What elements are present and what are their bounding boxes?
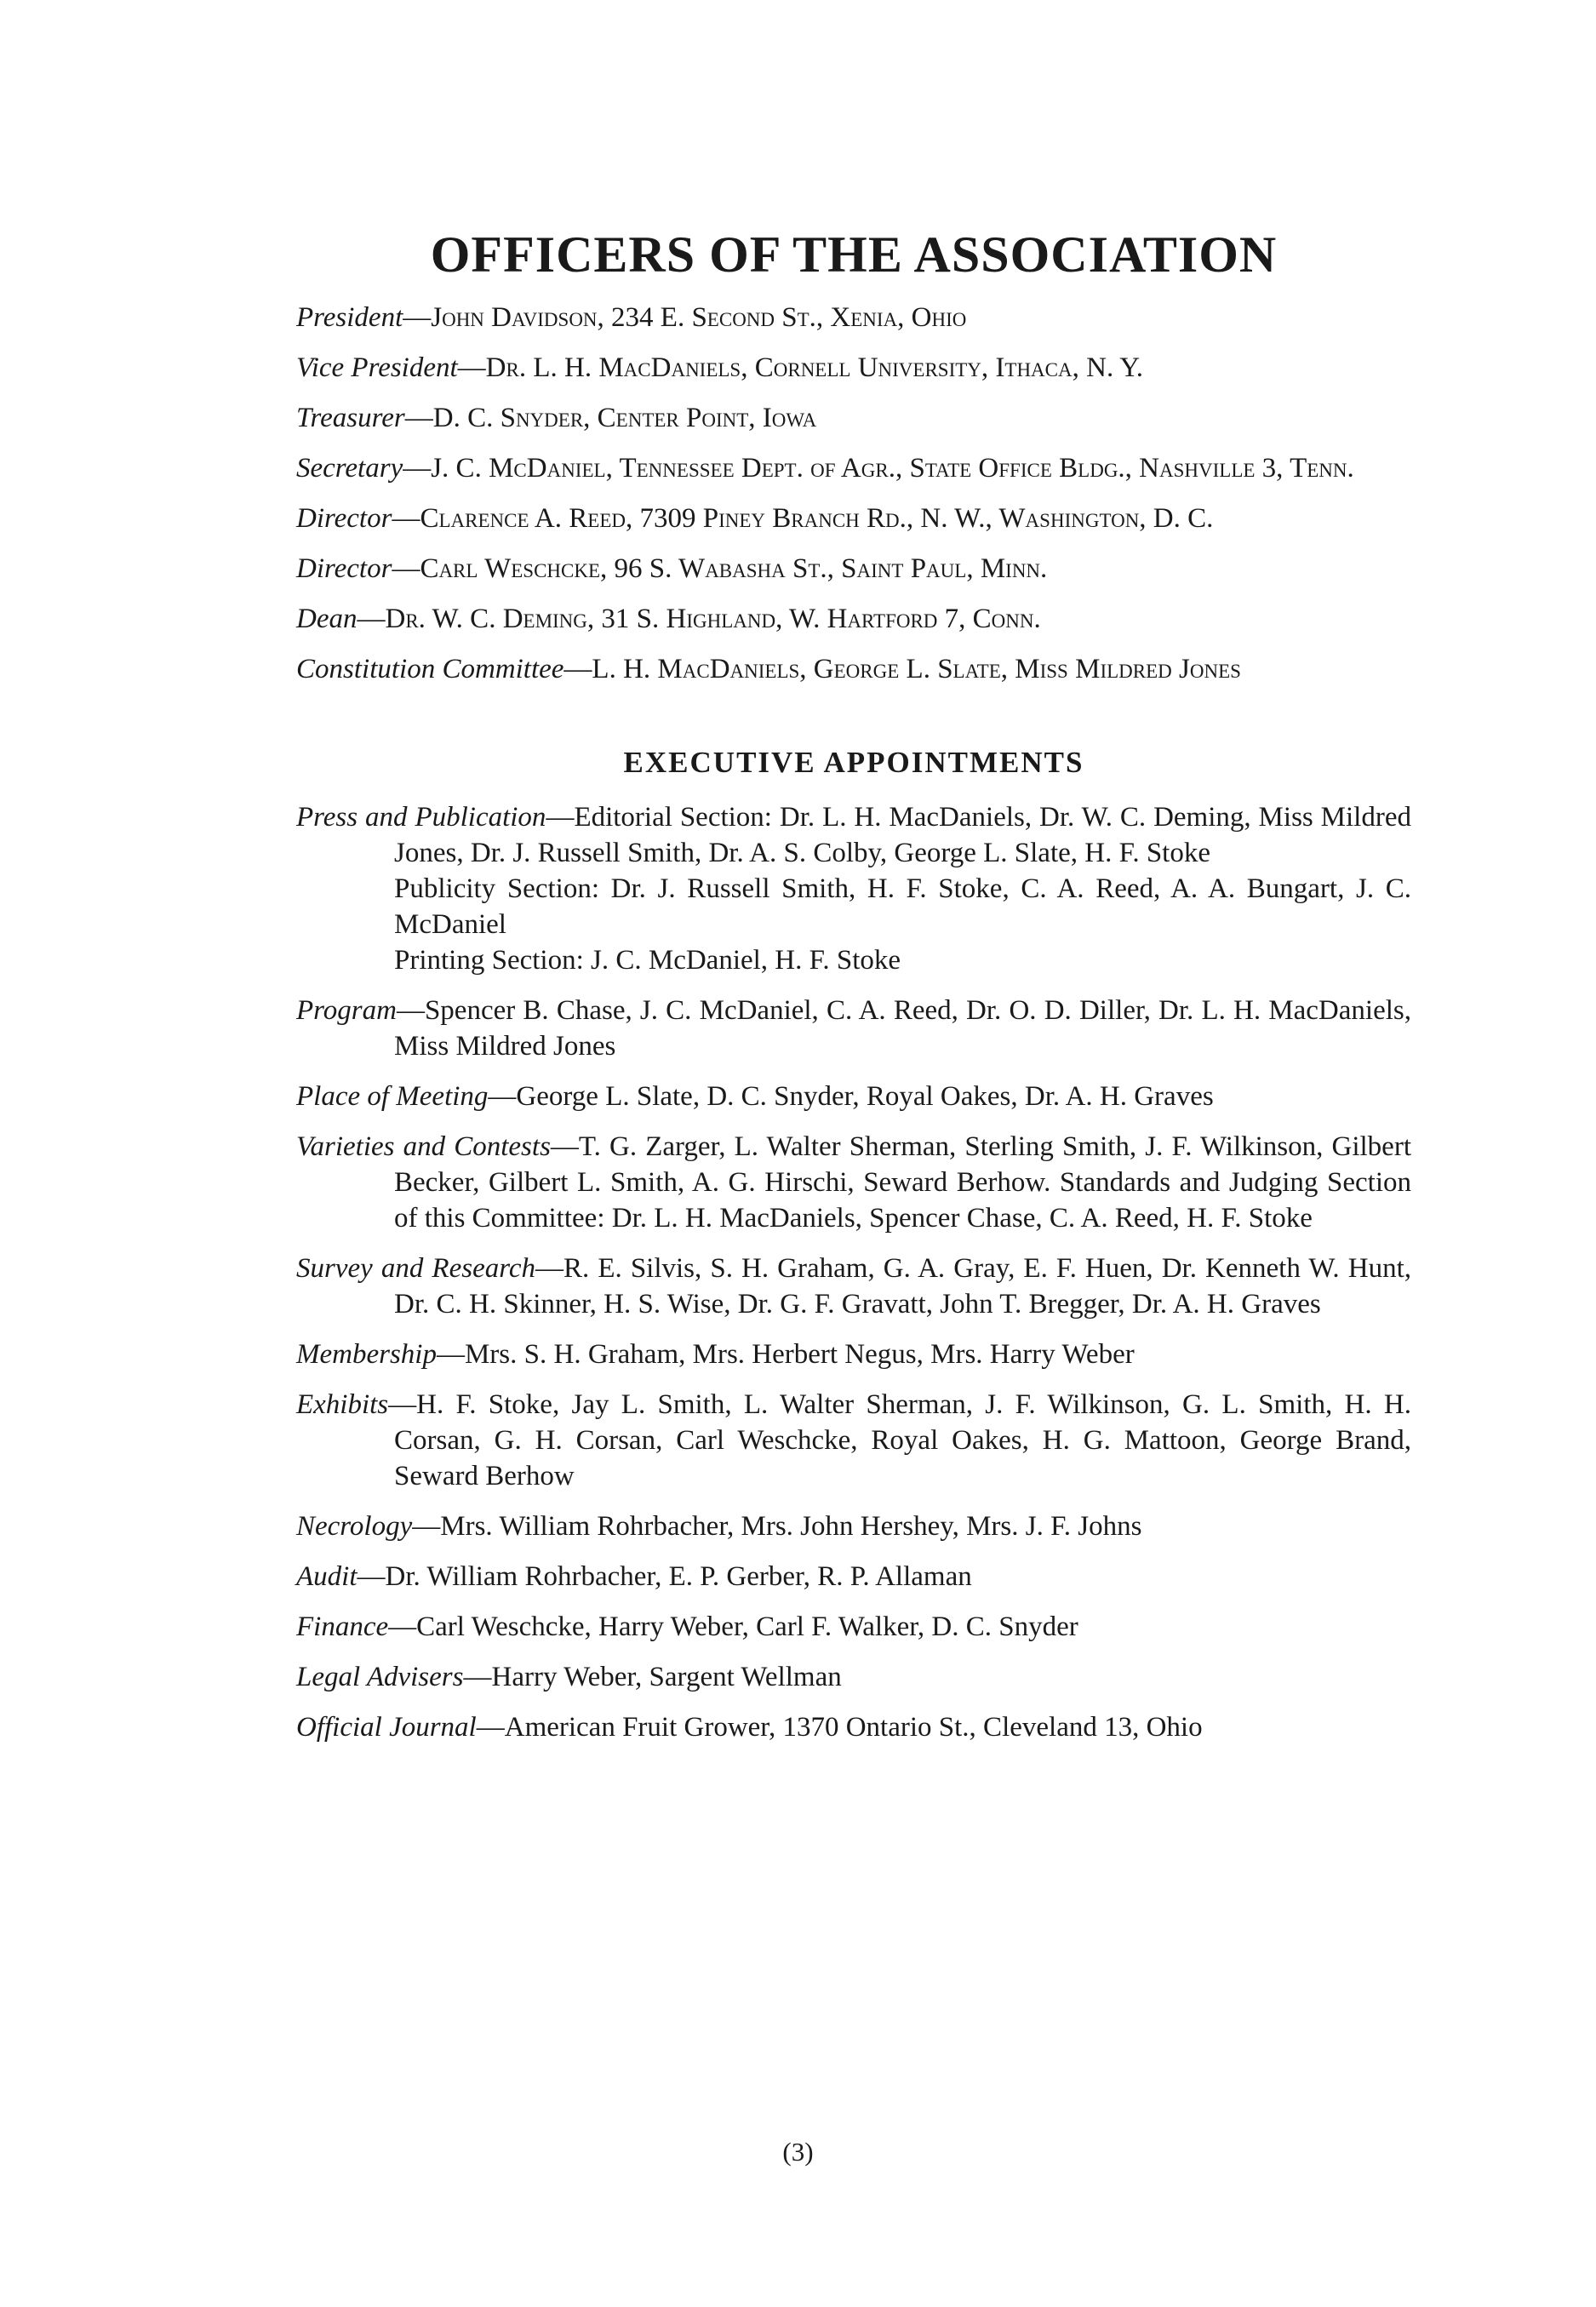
officers-list	[296, 300, 1411, 687]
appointment-members: —Spencer B. Chase, J. C. McDaniel, C. A. Reed, Dr. O. D. Diller, Dr. L. H. MacDaniels, Miss Mildred Jones	[394, 995, 1411, 1062]
appointment-members: —Carl Weschcke, Harry Weber, Carl F. Walker, D. C. Snyder	[388, 1611, 1078, 1642]
officer-details: —Carl Weschcke, 96 S. Wabasha St., Saint Paul, Minn.	[392, 553, 1048, 584]
appointment-role: Necrology	[296, 1511, 413, 1542]
officer-entry	[296, 300, 1411, 335]
document-page	[296, 226, 1411, 1760]
officer-entry	[296, 601, 1411, 637]
officer-details: —John Davidson, 234 E. Second St., Xenia, Ohio	[403, 302, 967, 333]
appointment-role: Legal Advisers	[296, 1662, 464, 1692]
officer-entry	[296, 501, 1411, 536]
officer-entry	[296, 450, 1411, 486]
officer-details: —L. H. MacDaniels, George L. Slate, Miss Mildred Jones	[563, 654, 1241, 684]
appointment-entry	[296, 993, 1411, 1064]
appointment-entry	[296, 1079, 1411, 1114]
officer-role: Secretary	[296, 453, 403, 484]
appointment-role: Exhibits	[296, 1389, 389, 1420]
officer-role: Dean	[296, 604, 358, 634]
appointment-members: —Mrs. S. H. Graham, Mrs. Herbert Negus, Mrs. Harry Weber	[436, 1339, 1135, 1370]
officer-role: Director	[296, 553, 392, 584]
appointment-role: Varieties and Contests	[296, 1131, 551, 1162]
officer-entry	[296, 350, 1411, 386]
appointment-members: —R. E. Silvis, S. H. Graham, G. A. Gray, E. F. Huen, Dr. Kenneth W. Hunt, Dr. C. H. Skinner, H. S. Wise, Dr. G. F. Gravatt, John T. Bregger, Dr. A. H. Graves	[394, 1253, 1412, 1320]
printing-section: Printing Section: J. C. McDaniel, H. F. Stoke	[394, 945, 901, 976]
appointment-members: —Harry Weber, Sargent Wellman	[463, 1662, 842, 1692]
officer-role: Vice President	[296, 352, 458, 383]
page-number: (3)	[782, 2137, 814, 2167]
appointment-role: Survey and Research	[296, 1253, 535, 1284]
appointment-entry	[296, 1387, 1411, 1494]
appointment-entry	[296, 1709, 1411, 1745]
appointment-members: —T. G. Zarger, L. Walter Sherman, Sterling Smith, J. F. Wilkinson, Gilbert Becker, Gilbert L. Smith, A. G. Hirschi, Seward Berhow. Standards and Judging Section of this Committee: Dr. L. H. MacDaniels, Spencer Chase, C. A. Reed, H. F. Stoke	[394, 1131, 1411, 1234]
editorial-section: —Editorial Section: Dr. L. H. MacDaniels, Dr. W. C. Deming, Miss Mildred Jones, Dr. J. Russell Smith, Dr. A. S. Colby, George L. Slate, H. F. Stoke	[394, 802, 1411, 868]
officer-details: —Dr. L. H. MacDaniels, Cornell University, Ithaca, N. Y.	[457, 352, 1144, 383]
section-heading: EXECUTIVE APPOINTMENTS	[623, 746, 1084, 779]
appointments-list	[296, 799, 1411, 1745]
appointment-entry	[296, 1609, 1411, 1645]
appointment-members: —George L. Slate, D. C. Snyder, Royal Oakes, Dr. A. H. Graves	[488, 1081, 1214, 1112]
appointment-members: —Dr. William Rohrbacher, E. P. Gerber, R. P. Allaman	[357, 1561, 972, 1592]
appointment-members: —Mrs. William Rohrbacher, Mrs. John Hershey, Mrs. J. F. Johns	[412, 1511, 1142, 1542]
appointment-entry	[296, 1129, 1411, 1236]
officer-role: President	[296, 302, 403, 333]
appointment-entry	[296, 1659, 1411, 1695]
officer-details: —J. C. McDaniel, Tennessee Dept. of Agr., State Office Bldg., Nashville 3, Tenn.	[403, 453, 1354, 484]
appointment-entry	[296, 1251, 1411, 1322]
appointment-role: Program	[296, 995, 397, 1026]
appointment-entry-press	[296, 799, 1411, 978]
officer-entry	[296, 400, 1411, 436]
officer-details: —Dr. W. C. Deming, 31 S. Highland, W. Hartford 7, Conn.	[357, 604, 1041, 634]
publicity-section: Publicity Section: Dr. J. Russell Smith, H. F. Stoke, C. A. Reed, A. A. Bungart, J. C. McDaniel	[394, 873, 1411, 940]
appointment-role: Membership	[296, 1339, 437, 1370]
appointment-role: Finance	[296, 1611, 389, 1642]
appointment-entry	[296, 1508, 1411, 1544]
officer-role: Constitution Committee	[296, 654, 564, 684]
appointment-role: Press and Publication	[296, 802, 546, 833]
officer-role: Director	[296, 503, 392, 534]
appointment-role: Official Journal	[296, 1712, 477, 1743]
appointment-members: —American Fruit Grower, 1370 Ontario St., Cleveland 13, Ohio	[476, 1712, 1203, 1743]
officer-details: —Clarence A. Reed, 7309 Piney Branch Rd., N. W., Washington, D. C.	[392, 503, 1214, 534]
appointment-entry	[296, 1559, 1411, 1594]
officer-entry	[296, 551, 1411, 587]
appointment-role: Place of Meeting	[296, 1081, 489, 1112]
officer-details: —D. C. Snyder, Center Point, Iowa	[404, 403, 817, 433]
page-title: OFFICERS OF THE ASSOCIATION	[430, 226, 1278, 283]
appointment-members: —H. F. Stoke, Jay L. Smith, L. Walter Sherman, J. F. Wilkinson, G. L. Smith, H. H. Corsan, G. H. Corsan, Carl Weschcke, Royal Oakes, H. G. Mattoon, George Brand, Seward Berhow	[388, 1389, 1411, 1491]
appointment-role: Audit	[296, 1561, 358, 1592]
officer-entry	[296, 651, 1411, 687]
appointment-entry	[296, 1337, 1411, 1372]
officer-role: Treasurer	[296, 403, 405, 433]
